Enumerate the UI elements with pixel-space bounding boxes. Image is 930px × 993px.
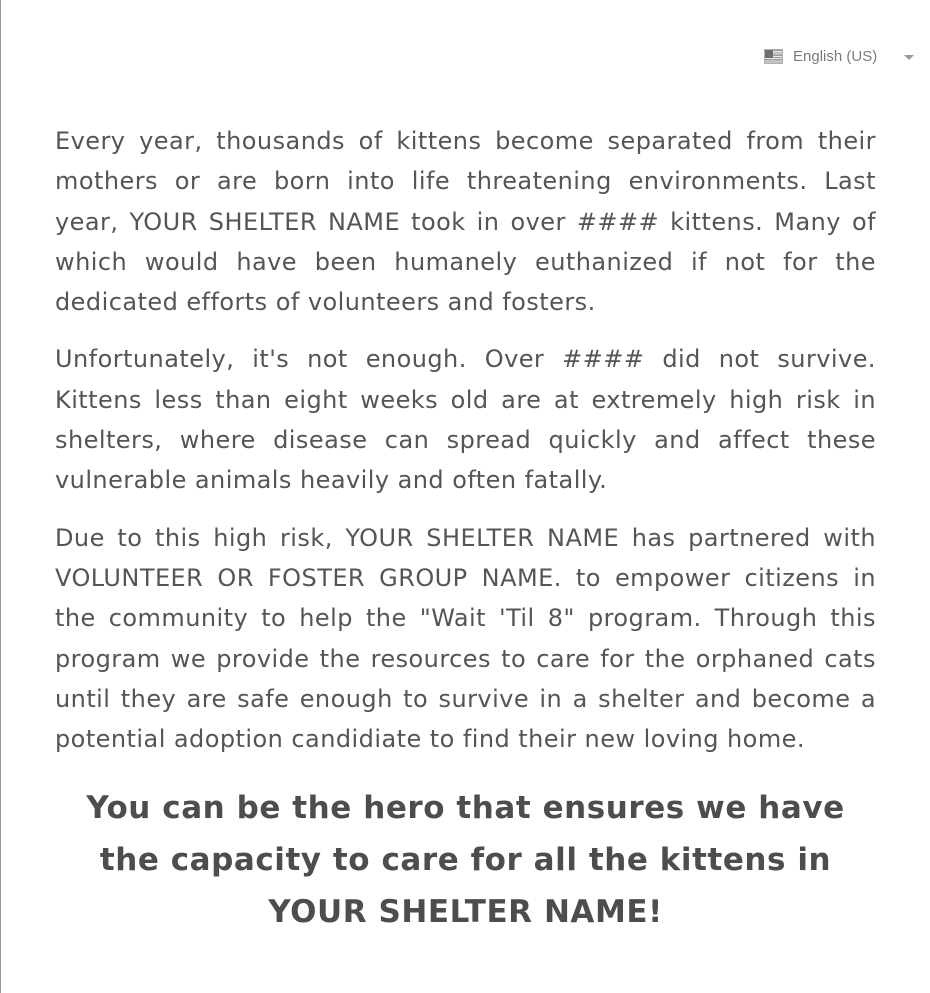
program-paragraph: Due to this high risk, YOUR SHELTER NAME has partnered with VOLUNTEER OR FOSTER GROUP NAME. to empower citizens in the community to help the "Wait 'Til 8" program. Through this program we provide the resources to care for the orphaned cats until they are safe enough to survive in a shelter and become a potential adoption candidiate to find their new loving home. (55, 523, 876, 754)
language-selector-label: English (US) (793, 47, 878, 65)
risk-paragraph: Unfortunately, it's not enough. Over #### did not survive. Kittens less than eight weeks old are at extremely high risk in shelters, where disease can spread quickly and affect these vulnerable animals heavily and often fatally. (55, 345, 876, 495)
flag-canton (765, 50, 773, 58)
window-left-border (0, 0, 1, 993)
hero-callout (49, 782, 882, 938)
intro-paragraph: Every year, thousands of kittens become separated from their mothers or are born into life threatening environments. Last year, YOUR SHELTER NAME took in over #### kittens. Many of which would have been humanely euthanized if not for the dedicated efforts of volunteers and fosters. (55, 127, 876, 317)
hero-line-1: You can be the hero that ensures we have (86, 790, 845, 827)
hero-line-3: YOUR SHELTER NAME! (268, 894, 663, 931)
caret-down-icon[interactable] (904, 55, 914, 60)
article-body (55, 121, 876, 938)
language-selector[interactable] (764, 45, 916, 67)
hero-line-2: the capacity to care for all the kittens in (99, 842, 832, 879)
us-flag-icon (764, 49, 783, 64)
